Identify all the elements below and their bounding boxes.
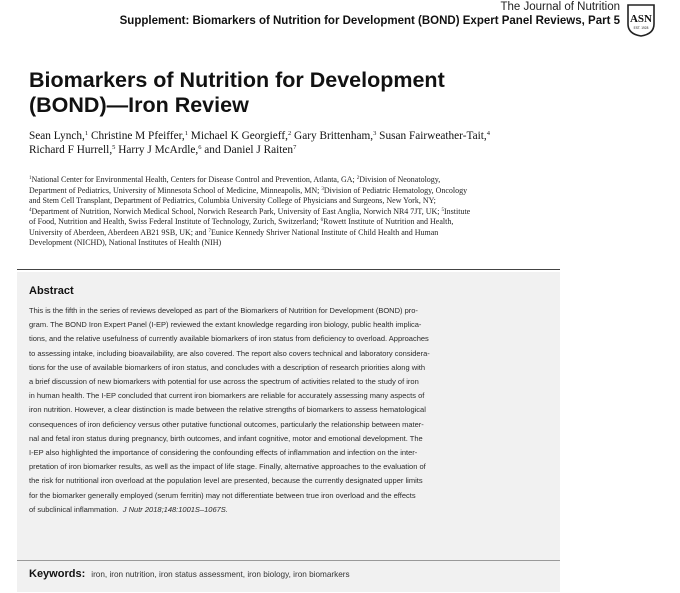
author-name: Michael K Georgieff, [190, 130, 288, 142]
abstract-line: the risk for nutritional iron overload at the population level are presented, because the currently designated upper limits [29, 476, 423, 486]
abstract-line: tions, and the relative usefulness of currently available biomarkers of iron status from deficiency to overload. Approaches [29, 334, 429, 344]
affiliation-line: Development (NICHD), National Institutes of Health (NIH) [29, 238, 222, 247]
affil-text: Division of Pediatric Hematology, Oncology [323, 185, 468, 195]
affiliation-line [29, 207, 574, 218]
abstract-line: nal and fetal iron status during pregnancy, birth outcomes, and infant cognitive, motor and emotional development. The [29, 433, 423, 443]
abstract-last-line [29, 503, 559, 517]
author-line-1 [29, 129, 589, 143]
keywords [29, 568, 350, 580]
abstract-line: tions for the use of available biomarkers of iron status, and concludes with a description of research priorities along with [29, 362, 426, 372]
affil-text: Rowett Institute of Nutrition and Health, [323, 217, 454, 226]
abstract-line: a brief discussion of new biomarkers with potential for use across the spectrum of activities related to the study of iron [29, 377, 419, 387]
abstract-heading: Abstract [29, 285, 74, 297]
affil-sup: 1 [29, 176, 32, 181]
author-sup: 5 [112, 144, 116, 151]
author-list [29, 129, 589, 157]
affiliation-line [29, 228, 574, 239]
author-name: and Daniel J Raiten [204, 144, 294, 156]
journal-name: The Journal of Nutrition [500, 1, 620, 13]
affil-sup: 4 [29, 207, 32, 213]
affil-sup: 3 [321, 186, 324, 192]
affiliation-line: and Stem Cell Transplant, Department of Pediatrics, Columbia University College of Physicians and Surgeons, New York, NY; [29, 196, 436, 205]
author-name: Christine M Pfeiffer, [90, 130, 185, 142]
journal-citation: J Nutr 2018;148:1001S–1067S. [122, 504, 228, 514]
asn-logo [626, 4, 656, 37]
abstract-line-end: of subclinical inflammation. [29, 504, 119, 514]
abstract-line: in human health. The I-EP concluded that current iron biomarkers are reliable for accurately assessing many aspects of [29, 391, 425, 401]
abstract-top-rule [17, 269, 560, 270]
affiliation-line [29, 186, 574, 197]
abstract-line: for the biomarker generally employed (serum ferritin) may not differentiate between true iron overload and the effects [29, 490, 416, 500]
author-name: Sean Lynch, [29, 130, 85, 142]
affil-text: Eunice Kennedy Shriver National Institute of Child Health and Human [211, 227, 439, 237]
abstract-line: I-EP also highlighted the importance of considering the confounding effects of inflammation and infection on the inter- [29, 448, 418, 458]
affil-text: Department of Pediatrics, University of Minnesota School of Medicine, Minneapolis, MN; [29, 185, 322, 195]
affil-text: of Food, Nutrition and Health, Swiss Federal Institute of Technology, Zurich, Switzerland; [29, 217, 321, 226]
title-line-2: (BOND)—Iron Review [29, 93, 249, 117]
affiliation-line [29, 175, 574, 186]
author-name: Harry J McArdle, [118, 144, 199, 156]
author-sup: 1 [184, 130, 188, 137]
affil-sup: 2 [356, 176, 360, 181]
author-name: Gary Brittenham, [294, 130, 374, 142]
asn-logo-subtext: EST. 1928 [633, 26, 649, 30]
affil-sup: 5 [441, 207, 444, 213]
affiliations [29, 175, 574, 249]
keywords-rule [17, 560, 560, 561]
affil-text: Division of Neonatology, [359, 175, 441, 184]
affil-text: University of Aberdeen, Aberdeen AB21 9SB, UK; and [29, 227, 209, 237]
abstract-line: to assessing intake, including bioavailability, are also covered. The report also covers technical and laboratory considera- [29, 348, 430, 358]
abstract-line: pretation of iron biomarker results, as well as the impact of life stage. Finally, alternative approaches to the evaluation of [29, 462, 426, 472]
abstract-body [29, 304, 559, 517]
keywords-text: iron, iron nutrition, iron status assessment, iron biology, iron biomarkers [91, 570, 350, 579]
supplement-title: Supplement: Biomarkers of Nutrition for Development (BOND) Expert Panel Reviews, Part 5 [119, 15, 620, 27]
affil-sup: 6 [320, 218, 324, 223]
keywords-label: Keywords: [29, 568, 86, 580]
author-sup: 6 [198, 144, 202, 151]
affil-text: Institute [444, 206, 471, 216]
author-sup: 7 [293, 144, 297, 151]
article-title [29, 68, 549, 118]
affiliation-line [29, 217, 574, 228]
abstract-line: iron nutrition. However, a clear distinction is made between the relative strengths of biomarkers to assess hematological [29, 405, 426, 415]
abstract-line: This is the fifth in the series of reviews developed as part of the Biomarkers of Nutrition for Development (BOND) pro- [29, 306, 418, 315]
author-sup: 1 [84, 130, 89, 137]
author-sup: 2 [287, 130, 292, 137]
author-name: Susan Fairweather-Tait, [379, 130, 487, 142]
author-sup: 3 [373, 130, 377, 137]
abstract-line: consequences of iron deficiency versus other putative functional outcomes, particularly the relationship between mater- [29, 419, 424, 429]
abstract-line: gram. The BOND Iron Expert Panel (I-EP) reviewed the extant knowledge regarding iron biology, public health implica- [29, 320, 422, 330]
affil-text: Department of Nutrition, Norwich Medical School, Norwich Research Park, University of East Anglia, Norwich NR4 7JT, UK; [31, 206, 442, 216]
author-line-2 [29, 143, 589, 157]
author-name: Richard F Hurrell, [29, 144, 113, 156]
asn-logo-text: ASN [629, 13, 653, 25]
author-sup: 4 [486, 130, 490, 137]
affil-sup: 7 [208, 228, 212, 234]
affil-text: National Center for Environmental Health, Centers for Disease Control and Prevention, Atlanta, GA; [31, 175, 357, 184]
title-line-1: Biomarkers of Nutrition for Development [29, 68, 445, 92]
